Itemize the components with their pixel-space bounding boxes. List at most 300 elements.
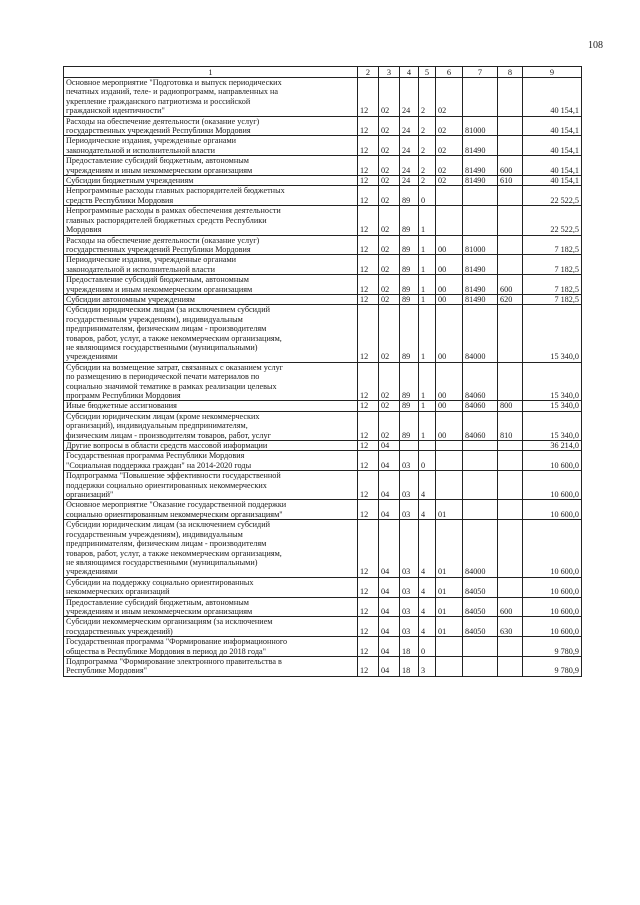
row-name bbox=[64, 156, 358, 176]
subprogram-code: 1 bbox=[419, 275, 436, 295]
expense-type-code bbox=[498, 577, 523, 597]
row-name-line: средств Республики Мордовия bbox=[66, 195, 174, 205]
row-name-line: учреждениям и иным некоммерческим организациям bbox=[66, 606, 253, 616]
subsection-code: 02 bbox=[379, 186, 400, 206]
row-name-line: "Социальная поддержка граждан" на 2014-2020 годы bbox=[66, 460, 252, 470]
section-code: 12 bbox=[358, 362, 379, 401]
expense-type-code bbox=[498, 637, 523, 657]
expense-type-code: 620 bbox=[498, 294, 523, 304]
row-name bbox=[64, 441, 358, 451]
table-row bbox=[64, 637, 582, 657]
row-amount: 15 340,0 bbox=[523, 362, 582, 401]
subsection-code: 02 bbox=[379, 305, 400, 362]
event-code: 01 bbox=[436, 617, 463, 637]
table-row bbox=[64, 235, 582, 255]
event-code: 01 bbox=[436, 577, 463, 597]
row-name-line: Субсидии юридическим лицам (кроме некоммерческих bbox=[66, 411, 260, 421]
section-code: 12 bbox=[358, 520, 379, 577]
row-amount: 10 600,0 bbox=[523, 451, 582, 471]
row-name-line: Непрограммные расходы в рамках обеспечения деятельности bbox=[66, 206, 281, 216]
section-code: 12 bbox=[358, 294, 379, 304]
section-code: 12 bbox=[358, 451, 379, 471]
subprogram-code: 0 bbox=[419, 186, 436, 206]
row-name bbox=[64, 176, 358, 186]
subsection-code: 02 bbox=[379, 401, 400, 411]
row-name-line: Субсидии на поддержку социально ориентированных bbox=[66, 577, 254, 587]
row-amount: 22 522,5 bbox=[523, 186, 582, 206]
expense-type-code bbox=[498, 451, 523, 471]
row-name-line: товаров, работ, услуг, а также некоммерческим организациям, bbox=[66, 333, 282, 343]
direction-code: 81490 bbox=[463, 176, 498, 186]
column-header-8: 8 bbox=[498, 67, 523, 78]
row-name bbox=[64, 451, 358, 471]
section-code: 12 bbox=[358, 617, 379, 637]
subprogram-code: 1 bbox=[419, 401, 436, 411]
subprogram-code: 1 bbox=[419, 411, 436, 440]
subsection-code: 02 bbox=[379, 136, 400, 156]
table-row bbox=[64, 597, 582, 617]
subprogram-code: 1 bbox=[419, 235, 436, 255]
direction-code: 81490 bbox=[463, 294, 498, 304]
row-name-line: Республике Мордовия" bbox=[66, 666, 147, 676]
direction-code bbox=[463, 441, 498, 451]
event-code: 02 bbox=[436, 136, 463, 156]
table-row bbox=[64, 176, 582, 186]
expense-type-code: 610 bbox=[498, 176, 523, 186]
direction-code: 84050 bbox=[463, 577, 498, 597]
row-name-line: государственных учреждений Республики Мордовия bbox=[66, 126, 251, 136]
program-code: 89 bbox=[400, 362, 419, 401]
event-code: 00 bbox=[436, 401, 463, 411]
row-name bbox=[64, 255, 358, 275]
subprogram-code: 1 bbox=[419, 255, 436, 275]
event-code: 01 bbox=[436, 500, 463, 520]
table-body bbox=[64, 78, 582, 677]
subsection-code: 02 bbox=[379, 275, 400, 295]
table-row bbox=[64, 206, 582, 235]
expense-type-code bbox=[498, 206, 523, 235]
table-row bbox=[64, 471, 582, 500]
row-amount: 7 182,5 bbox=[523, 235, 582, 255]
expense-type-code bbox=[498, 136, 523, 156]
row-name bbox=[64, 136, 358, 156]
row-name bbox=[64, 186, 358, 206]
subprogram-code: 4 bbox=[419, 500, 436, 520]
section-code: 12 bbox=[358, 116, 379, 136]
row-name bbox=[64, 617, 358, 637]
row-name-line: государственных учреждений Республики Мордовия bbox=[66, 244, 251, 254]
event-code: 00 bbox=[436, 255, 463, 275]
row-amount: 22 522,5 bbox=[523, 206, 582, 235]
row-name-line: не являющимся государственными (муниципальными) bbox=[66, 342, 258, 352]
column-header-5: 5 bbox=[419, 67, 436, 78]
expense-type-code bbox=[498, 305, 523, 362]
row-name-line: Субсидии автономным учреждениям bbox=[66, 294, 195, 304]
row-name bbox=[64, 78, 358, 117]
direction-code: 81000 bbox=[463, 116, 498, 136]
direction-code: 81490 bbox=[463, 255, 498, 275]
subprogram-code: 1 bbox=[419, 294, 436, 304]
program-code: 89 bbox=[400, 401, 419, 411]
row-amount: 10 600,0 bbox=[523, 577, 582, 597]
column-header-4: 4 bbox=[400, 67, 419, 78]
program-code: 18 bbox=[400, 637, 419, 657]
section-code: 12 bbox=[358, 275, 379, 295]
row-name bbox=[64, 577, 358, 597]
table-row bbox=[64, 401, 582, 411]
event-code: 00 bbox=[436, 411, 463, 440]
expense-type-code bbox=[498, 116, 523, 136]
section-code: 12 bbox=[358, 136, 379, 156]
row-name-line: Расходы на обеспечение деятельности (оказание услуг) bbox=[66, 235, 260, 245]
program-code: 18 bbox=[400, 656, 419, 676]
event-code: 01 bbox=[436, 597, 463, 617]
subprogram-code: 2 bbox=[419, 116, 436, 136]
direction-code: 84050 bbox=[463, 617, 498, 637]
section-code: 12 bbox=[358, 500, 379, 520]
expense-type-code: 810 bbox=[498, 411, 523, 440]
page-number: 108 bbox=[588, 40, 603, 51]
section-code: 12 bbox=[358, 471, 379, 500]
table-row bbox=[64, 656, 582, 676]
row-name-line: социально значимой тематике в рамках реализации целевых bbox=[66, 381, 277, 391]
row-name-line: Субсидии юридическим лицам (за исключением субсидий bbox=[66, 305, 270, 315]
direction-code: 84000 bbox=[463, 520, 498, 577]
section-code: 12 bbox=[358, 235, 379, 255]
program-code: 89 bbox=[400, 411, 419, 440]
subsection-code: 02 bbox=[379, 255, 400, 275]
row-amount: 7 182,5 bbox=[523, 255, 582, 275]
row-amount: 15 340,0 bbox=[523, 401, 582, 411]
subprogram-code: 2 bbox=[419, 176, 436, 186]
program-code: 03 bbox=[400, 500, 419, 520]
program-code: 24 bbox=[400, 116, 419, 136]
subsection-code: 04 bbox=[379, 441, 400, 451]
table-row bbox=[64, 78, 582, 117]
event-code: 02 bbox=[436, 156, 463, 176]
row-name-line: Другие вопросы в области средств массовой информации bbox=[66, 441, 268, 451]
row-amount: 15 340,0 bbox=[523, 305, 582, 362]
subsection-code: 02 bbox=[379, 362, 400, 401]
table-row bbox=[64, 411, 582, 440]
subsection-code: 02 bbox=[379, 235, 400, 255]
subprogram-code: 4 bbox=[419, 617, 436, 637]
row-name-line: Мордовия bbox=[66, 225, 102, 235]
event-code: 01 bbox=[436, 520, 463, 577]
row-name bbox=[64, 411, 358, 440]
row-amount: 36 214,0 bbox=[523, 441, 582, 451]
subprogram-code: 0 bbox=[419, 637, 436, 657]
row-amount: 7 182,5 bbox=[523, 275, 582, 295]
row-name-line: организаций" bbox=[66, 490, 114, 500]
row-name bbox=[64, 471, 358, 500]
row-name-line: товаров, работ, услуг, а также некоммерческим организациям, bbox=[66, 548, 282, 558]
row-name bbox=[64, 116, 358, 136]
program-code: 03 bbox=[400, 597, 419, 617]
direction-code bbox=[463, 656, 498, 676]
section-code: 12 bbox=[358, 305, 379, 362]
program-code: 89 bbox=[400, 294, 419, 304]
direction-code: 84060 bbox=[463, 362, 498, 401]
column-header-7: 7 bbox=[463, 67, 498, 78]
event-code bbox=[436, 656, 463, 676]
expense-type-code bbox=[498, 186, 523, 206]
direction-code bbox=[463, 471, 498, 500]
subsection-code: 02 bbox=[379, 78, 400, 117]
subsection-code: 04 bbox=[379, 637, 400, 657]
expense-type-code: 630 bbox=[498, 617, 523, 637]
expense-type-code bbox=[498, 441, 523, 451]
program-code: 24 bbox=[400, 78, 419, 117]
expense-type-code: 600 bbox=[498, 597, 523, 617]
row-amount: 10 600,0 bbox=[523, 520, 582, 577]
row-name-line: главных распорядителей бюджетных средств Республики bbox=[66, 215, 267, 225]
direction-code: 84000 bbox=[463, 305, 498, 362]
section-code: 12 bbox=[358, 176, 379, 186]
direction-code bbox=[463, 500, 498, 520]
row-amount: 40 154,1 bbox=[523, 156, 582, 176]
row-amount: 40 154,1 bbox=[523, 116, 582, 136]
section-code: 12 bbox=[358, 577, 379, 597]
event-code bbox=[436, 441, 463, 451]
event-code bbox=[436, 186, 463, 206]
subprogram-code: 4 bbox=[419, 520, 436, 577]
subsection-code: 02 bbox=[379, 116, 400, 136]
row-name-line: учреждениями bbox=[66, 567, 118, 577]
table-row bbox=[64, 156, 582, 176]
row-amount: 7 182,5 bbox=[523, 294, 582, 304]
event-code: 00 bbox=[436, 275, 463, 295]
row-name-line: по размещению в периодической печати материалов по bbox=[66, 372, 260, 382]
direction-code: 81000 bbox=[463, 235, 498, 255]
subsection-code: 04 bbox=[379, 471, 400, 500]
row-name-line: государственным учреждениям), индивидуальным bbox=[66, 529, 243, 539]
table-row bbox=[64, 362, 582, 401]
expense-type-code bbox=[498, 255, 523, 275]
row-name-line: Субсидии на возмещение затрат, связанных с оказанием услуг bbox=[66, 362, 284, 372]
table-row bbox=[64, 255, 582, 275]
section-code: 12 bbox=[358, 637, 379, 657]
row-name-line: общества в Республике Мордовия в период до 2018 года" bbox=[66, 646, 266, 656]
section-code: 12 bbox=[358, 156, 379, 176]
expense-type-code bbox=[498, 656, 523, 676]
subsection-code: 04 bbox=[379, 656, 400, 676]
subsection-code: 02 bbox=[379, 206, 400, 235]
row-amount: 15 340,0 bbox=[523, 411, 582, 440]
column-header-2: 2 bbox=[358, 67, 379, 78]
row-name-line: поддержки социально ориентированных некоммерческих bbox=[66, 480, 267, 490]
expense-type-code bbox=[498, 78, 523, 117]
row-name-line: Субсидии юридическим лицам (за исключением субсидий bbox=[66, 520, 270, 530]
direction-code bbox=[463, 451, 498, 471]
column-header-1: 1 bbox=[64, 67, 358, 78]
direction-code: 84060 bbox=[463, 401, 498, 411]
row-name-line: предпринимателям, физическим лицам - производителям bbox=[66, 539, 267, 549]
row-name bbox=[64, 401, 358, 411]
program-code bbox=[400, 441, 419, 451]
table-row bbox=[64, 441, 582, 451]
row-name-line: Периодические издания, учрежденные органами bbox=[66, 255, 237, 265]
column-header-3: 3 bbox=[379, 67, 400, 78]
section-code: 12 bbox=[358, 441, 379, 451]
row-name bbox=[64, 275, 358, 295]
expense-type-code: 600 bbox=[498, 156, 523, 176]
program-code: 89 bbox=[400, 305, 419, 362]
subprogram-code: 1 bbox=[419, 206, 436, 235]
direction-code bbox=[463, 637, 498, 657]
row-name-line: Основное мероприятие "Оказание государственной поддержки bbox=[66, 500, 287, 510]
table-row bbox=[64, 500, 582, 520]
subsection-code: 04 bbox=[379, 577, 400, 597]
row-name-line: учреждениям и иным некоммерческим организациям bbox=[66, 284, 253, 294]
column-header-6: 6 bbox=[436, 67, 463, 78]
event-code bbox=[436, 451, 463, 471]
row-name bbox=[64, 637, 358, 657]
expense-type-code bbox=[498, 235, 523, 255]
row-name-line: Иные бюджетные ассигнования bbox=[66, 401, 177, 411]
expense-type-code: 600 bbox=[498, 275, 523, 295]
subprogram-code: 2 bbox=[419, 136, 436, 156]
event-code: 02 bbox=[436, 176, 463, 186]
subsection-code: 02 bbox=[379, 294, 400, 304]
expense-type-code bbox=[498, 520, 523, 577]
subprogram-code: 2 bbox=[419, 156, 436, 176]
section-code: 12 bbox=[358, 597, 379, 617]
program-code: 03 bbox=[400, 471, 419, 500]
table-row bbox=[64, 451, 582, 471]
table-row bbox=[64, 577, 582, 597]
table-row bbox=[64, 116, 582, 136]
section-code: 12 bbox=[358, 255, 379, 275]
section-code: 12 bbox=[358, 78, 379, 117]
event-code bbox=[436, 637, 463, 657]
table-row bbox=[64, 136, 582, 156]
subsection-code: 02 bbox=[379, 156, 400, 176]
section-code: 12 bbox=[358, 401, 379, 411]
row-amount: 9 780,9 bbox=[523, 656, 582, 676]
section-code: 12 bbox=[358, 206, 379, 235]
section-code: 12 bbox=[358, 186, 379, 206]
direction-code: 81490 bbox=[463, 275, 498, 295]
subsection-code: 04 bbox=[379, 617, 400, 637]
row-name-line: печатных изданий, теле- и радиопрограмм, направленных на bbox=[66, 87, 278, 97]
row-name-line: социально ориентированным некоммерческим организациям" bbox=[66, 509, 283, 519]
program-code: 24 bbox=[400, 176, 419, 186]
event-code bbox=[436, 206, 463, 235]
row-name bbox=[64, 362, 358, 401]
row-name-line: учреждениями bbox=[66, 352, 118, 362]
row-name bbox=[64, 597, 358, 617]
row-amount: 40 154,1 bbox=[523, 136, 582, 156]
row-name-line: государственных учреждений) bbox=[66, 626, 173, 636]
row-amount: 10 600,0 bbox=[523, 597, 582, 617]
row-name-line: программ Республики Мордовия bbox=[66, 391, 181, 400]
row-name bbox=[64, 294, 358, 304]
table-row bbox=[64, 294, 582, 304]
row-amount: 10 600,0 bbox=[523, 471, 582, 500]
event-code: 00 bbox=[436, 294, 463, 304]
section-code: 12 bbox=[358, 656, 379, 676]
row-name-line: предпринимателям, физическим лицам - производителям bbox=[66, 324, 267, 334]
program-code: 03 bbox=[400, 451, 419, 471]
budget-table bbox=[63, 66, 582, 677]
event-code: 02 bbox=[436, 116, 463, 136]
program-code: 03 bbox=[400, 520, 419, 577]
column-header-9: 9 bbox=[523, 67, 582, 78]
row-name-line: Подпрограмма "Повышение эффективности государственной bbox=[66, 471, 281, 481]
row-name-line: гражданской идентичности" bbox=[66, 106, 165, 116]
row-name-line: государственным учреждениям), индивидуальным bbox=[66, 314, 243, 324]
row-name-line: Расходы на обеспечение деятельности (оказание услуг) bbox=[66, 116, 260, 126]
row-name-line: Непрограммные расходы главных распорядителей бюджетных bbox=[66, 186, 285, 196]
subsection-code: 04 bbox=[379, 451, 400, 471]
program-code: 89 bbox=[400, 275, 419, 295]
row-name bbox=[64, 206, 358, 235]
table-row bbox=[64, 520, 582, 577]
program-code: 24 bbox=[400, 136, 419, 156]
row-amount: 9 780,9 bbox=[523, 637, 582, 657]
subprogram-code: 2 bbox=[419, 78, 436, 117]
row-name-line: физическим лицам - производителям товаров, работ, услуг bbox=[66, 430, 271, 440]
subsection-code: 04 bbox=[379, 520, 400, 577]
row-name-line: укрепление гражданского патриотизма и российской bbox=[66, 96, 251, 106]
direction-code: 81490 bbox=[463, 136, 498, 156]
subprogram-code: 4 bbox=[419, 597, 436, 617]
subprogram-code: 0 bbox=[419, 451, 436, 471]
event-code: 02 bbox=[436, 78, 463, 117]
row-name-line: не являющимся государственными (муниципальными) bbox=[66, 557, 258, 567]
subprogram-code: 1 bbox=[419, 362, 436, 401]
row-name-line: Предоставление субсидий бюджетным, автономным bbox=[66, 156, 249, 166]
row-name bbox=[64, 305, 358, 362]
subprogram-code: 4 bbox=[419, 471, 436, 500]
expense-type-code: 800 bbox=[498, 401, 523, 411]
expense-type-code bbox=[498, 471, 523, 500]
subsection-code: 04 bbox=[379, 500, 400, 520]
row-name-line: Субсидии некоммерческим организациям (за исключением bbox=[66, 617, 273, 627]
table-row bbox=[64, 305, 582, 362]
table-row bbox=[64, 617, 582, 637]
expense-type-code bbox=[498, 500, 523, 520]
subsection-code: 02 bbox=[379, 176, 400, 186]
row-name-line: Основное мероприятие "Подготовка и выпуск периодических bbox=[66, 78, 282, 87]
program-code: 89 bbox=[400, 235, 419, 255]
row-amount: 10 600,0 bbox=[523, 500, 582, 520]
row-name-line: Государственная программа Республики Мордовия bbox=[66, 451, 245, 461]
row-name-line: Предоставление субсидий бюджетным, автономным bbox=[66, 275, 249, 285]
subprogram-code bbox=[419, 441, 436, 451]
direction-code bbox=[463, 206, 498, 235]
program-code: 89 bbox=[400, 206, 419, 235]
row-name-line: Периодические издания, учрежденные органами bbox=[66, 136, 237, 146]
header-row bbox=[64, 67, 582, 78]
row-name-line: учреждениям и иным некоммерческим организациям bbox=[66, 165, 253, 175]
program-code: 89 bbox=[400, 255, 419, 275]
event-code: 00 bbox=[436, 305, 463, 362]
program-code: 89 bbox=[400, 186, 419, 206]
row-name-line: Предоставление субсидий бюджетным, автономным bbox=[66, 597, 249, 607]
direction-code: 84060 bbox=[463, 411, 498, 440]
row-name-line: законодательной и исполнительной власти bbox=[66, 145, 215, 155]
subprogram-code: 4 bbox=[419, 577, 436, 597]
row-amount: 40 154,1 bbox=[523, 78, 582, 117]
event-code: 00 bbox=[436, 362, 463, 401]
table-row bbox=[64, 186, 582, 206]
row-amount: 10 600,0 bbox=[523, 617, 582, 637]
row-name-line: Государственная программа "Формирование информационного bbox=[66, 637, 288, 647]
row-name bbox=[64, 500, 358, 520]
row-name bbox=[64, 656, 358, 676]
